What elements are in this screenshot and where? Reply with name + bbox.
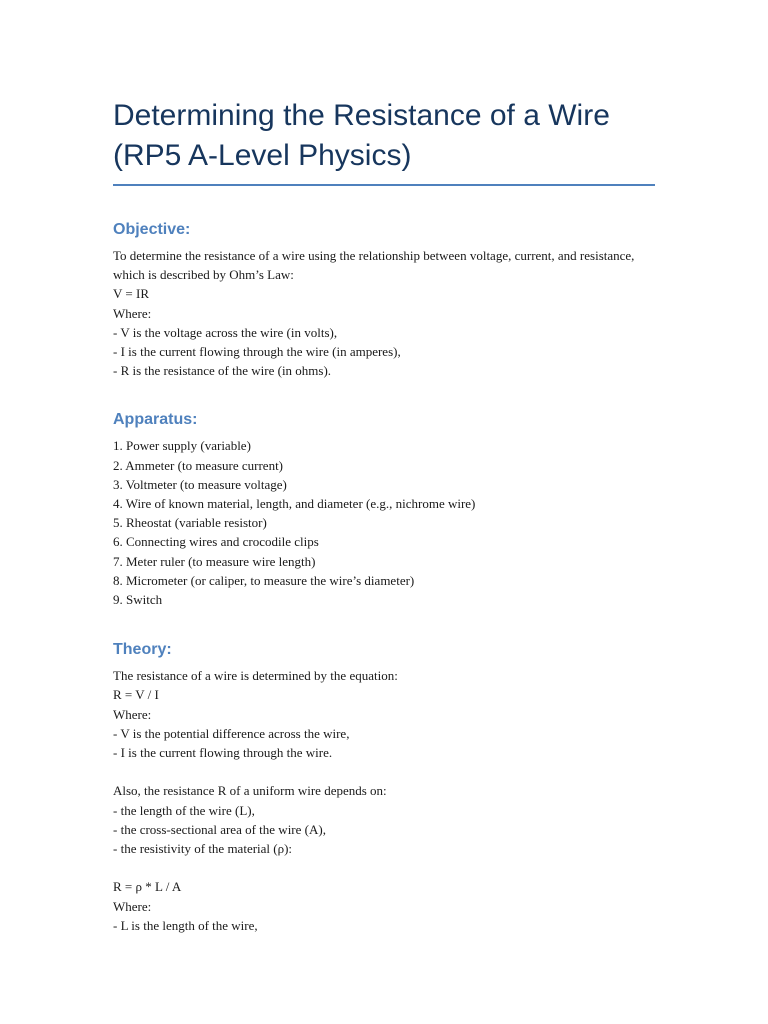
- objective-body: [113, 246, 658, 380]
- objective-line: - V is the voltage across the wire (in volts),: [113, 324, 338, 340]
- blank-line: [113, 762, 658, 781]
- theory-line: - I is the current flowing through the wire.: [113, 745, 333, 761]
- document-content: [113, 96, 658, 935]
- apparatus-item: 6. Connecting wires and crocodile clips: [113, 534, 319, 550]
- theory-line: - the cross-sectional area of the wire (A),: [113, 821, 326, 837]
- blank-line: [113, 858, 658, 877]
- theory-equation: R = V / I: [113, 687, 159, 703]
- apparatus-item: 7. Meter ruler (to measure wire length): [113, 553, 316, 569]
- theory-equation: R = ρ * L / A: [113, 879, 182, 895]
- theory-line: - the resistivity of the material (ρ):: [113, 841, 293, 857]
- objective-heading: Objective:: [113, 221, 191, 238]
- theory-line: Also, the resistance R of a uniform wire depends on:: [113, 783, 387, 799]
- apparatus-item: 3. Voltmeter (to measure voltage): [113, 476, 287, 492]
- objective-line: Where:: [113, 305, 152, 321]
- theory-line: - V is the potential difference across the wire,: [113, 725, 350, 741]
- theory-line: Where:: [113, 706, 152, 722]
- objective-line: - I is the current flowing through the wire (in amperes),: [113, 344, 401, 360]
- objective-intro: To determine the resistance of a wire using the relationship between voltage, current, and resistance, which is described by Ohm’s Law:: [113, 248, 635, 283]
- objective-line: - R is the resistance of the wire (in ohms).: [113, 363, 332, 379]
- apparatus-heading: Apparatus:: [113, 411, 198, 429]
- theory-line: - L is the length of the wire,: [113, 917, 258, 933]
- theory-body: [113, 666, 658, 935]
- document-title: Determining the Resistance of a Wire (RP5 A-Level Physics): [113, 99, 610, 172]
- apparatus-item: 5. Rheostat (variable resistor): [113, 515, 267, 531]
- objective-line: V = IR: [113, 286, 149, 302]
- apparatus-item: 1. Power supply (variable): [113, 438, 251, 454]
- theory-line: Where:: [113, 898, 152, 914]
- apparatus-item: 4. Wire of known material, length, and diameter (e.g., nichrome wire): [113, 496, 476, 512]
- apparatus-item: 9. Switch: [113, 592, 163, 608]
- apparatus-item: 2. Ammeter (to measure current): [113, 457, 284, 473]
- theory-heading: Theory:: [113, 641, 172, 659]
- apparatus-item: 8. Micrometer (or caliper, to measure the wire’s diameter): [113, 572, 415, 588]
- apparatus-list: [113, 436, 658, 609]
- theory-line: - the length of the wire (L),: [113, 802, 255, 818]
- title-underline: [113, 184, 655, 186]
- theory-line: The resistance of a wire is determined by the equation:: [113, 668, 398, 684]
